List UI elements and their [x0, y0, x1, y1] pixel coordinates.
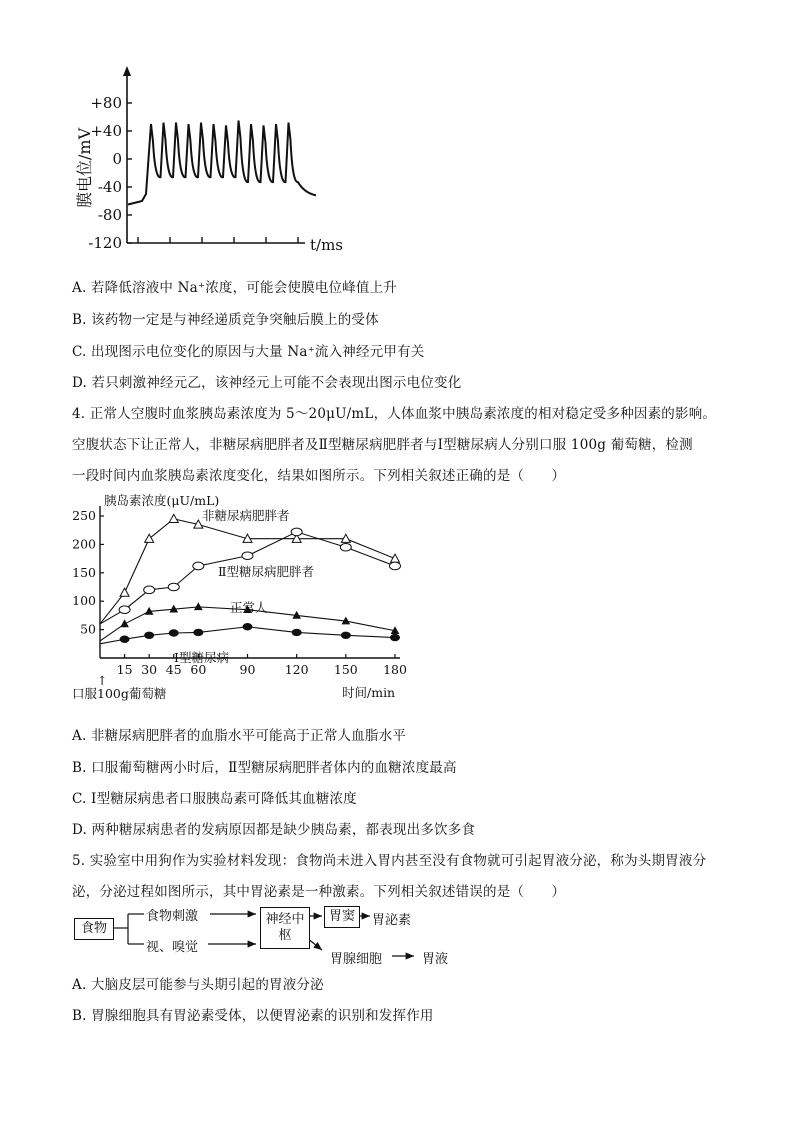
food-stimulus-label: 食物刺激 — [146, 909, 199, 924]
x-axis-label: t/ms — [310, 236, 344, 254]
x-tick-label: 150 — [333, 662, 358, 677]
q3-option-a: A. 若降低溶液中 Na⁺浓度，可能会使膜电位峰值上升 — [72, 280, 398, 296]
data-point-s3-8 — [391, 634, 400, 640]
gastric-antrum-box: 胃窦 — [324, 906, 360, 928]
data-point-s1-7 — [340, 543, 351, 551]
y-tick-label: -80 — [97, 206, 122, 224]
y-tick-label: 200 — [72, 536, 96, 552]
y-tick-label: +40 — [90, 122, 122, 140]
data-point-s1-5 — [242, 552, 253, 560]
q3-option-d: D. 若只刺激神经元乙，该神经元上可能不会表现出图示电位变化 — [72, 375, 462, 391]
data-point-s0-3 — [169, 514, 178, 522]
y-tick-label: 0 — [112, 150, 122, 168]
x-tick-label: 45 — [165, 662, 182, 677]
data-point-s0-2 — [145, 534, 154, 542]
q4-stem-line2: 空腹状态下让正常人，非糖尿病肥胖者及Ⅱ型糖尿病肥胖者与Ⅰ型糖尿病人分别口服 100g 葡萄糖，检测 — [72, 437, 693, 453]
q5-option-b: B. 胃腺细胞具有胃泌素受体，以便胃泌素的识别和发挥作用 — [72, 1008, 434, 1024]
gastric-gland-cell-label: 胃腺细胞 — [330, 952, 383, 967]
x-tick-label: 15 — [116, 662, 133, 677]
series-label-normal: 正常人 — [230, 600, 268, 615]
q5-option-a: A. 大脑皮层可能参与头期引起的胃液分泌 — [72, 977, 324, 993]
y-tick-label: -40 — [97, 178, 122, 196]
x-tick-label: 120 — [284, 662, 309, 677]
q4-option-a: A. 非糖尿病肥胖者的血脂水平可能高于正常人血脂水平 — [72, 728, 407, 744]
x-tick-label: 30 — [141, 662, 158, 677]
q4-option-d: D. 两种糖尿病患者的发病原因都是缺少胰岛素，都表现出多饮多食 — [72, 822, 476, 838]
y-tick-label: +80 — [90, 94, 122, 112]
glucose-intake-label: 口服100g葡萄糖 — [72, 686, 167, 701]
y-axis-label: 膜电位/mV — [75, 127, 94, 208]
data-point-s1-6 — [291, 528, 302, 536]
data-point-s1-1 — [119, 606, 130, 614]
y-axis-arrow — [123, 66, 131, 76]
series-label-obese-nondiabetic: 非糖尿病肥胖者 — [202, 508, 290, 523]
series-label-type2-obese: Ⅱ型糖尿病肥胖者 — [218, 564, 314, 579]
q4-option-b: B. 口服葡萄糖两小时后，Ⅱ型糖尿病肥胖者体内的血糖浓度最高 — [72, 760, 457, 776]
q3-option-c: C. 出现图示电位变化的原因与大量 Na⁺流入神经元甲有关 — [72, 344, 425, 360]
membrane-potential-chart — [60, 60, 360, 260]
data-point-s3-1 — [120, 636, 129, 642]
data-point-s3-6 — [292, 629, 301, 635]
data-point-s3-5 — [243, 624, 252, 630]
membrane-potential-trace — [128, 121, 316, 205]
x-tick-label: 60 — [190, 662, 207, 677]
q4-stem-line3: 一段时间内血浆胰岛素浓度变化，结果如图所示。下列相关叙述正确的是（ ） — [72, 468, 566, 484]
y-axis-label: 胰岛素浓度(μU/mL) — [104, 493, 220, 508]
data-point-s1-8 — [390, 562, 401, 570]
data-point-s1-4 — [193, 562, 204, 570]
gastric-juice-label: 胃液 — [422, 952, 449, 967]
data-point-s3-3 — [169, 630, 178, 636]
q3-option-b: B. 该药物一定是与神经递质竞争突触后膜上的受体 — [72, 312, 379, 328]
y-tick-label: 150 — [72, 564, 96, 580]
food-box: 食物 — [74, 918, 114, 940]
data-point-s3-7 — [341, 632, 350, 638]
x-tick-label: 90 — [239, 662, 256, 677]
x-tick-label: 180 — [383, 662, 407, 677]
series-label-type1: Ⅰ型糖尿病 — [174, 650, 229, 665]
q4-option-c: C. Ⅰ型糖尿病患者口服胰岛素可降低其血糖浓度 — [72, 791, 357, 807]
glucose-intake-arrow: ↑ — [97, 673, 108, 688]
y-tick-label: -120 — [88, 234, 122, 252]
sight-smell-label: 视、嗅觉 — [146, 940, 199, 955]
y-tick-label: 250 — [72, 508, 96, 523]
gastrin-label: 胃泌素 — [372, 913, 412, 928]
data-point-s2-1 — [121, 620, 128, 626]
q5-stem-line1: 5. 实验室中用狗作为实验材料发现：食物尚未进入胃内甚至没有食物就可引起胃液分泌，称为头期胃液分 — [72, 853, 707, 869]
y-tick-label: 50 — [80, 621, 96, 637]
x-axis-label: 时间/min — [342, 685, 396, 700]
data-point-s3-2 — [145, 632, 154, 638]
nerve-center-box: 神经中枢 — [260, 907, 310, 949]
data-point-s1-3 — [168, 583, 179, 591]
data-point-s0-1 — [120, 588, 129, 596]
q4-stem-line1: 4. 正常人空腹时血浆胰岛素浓度为 5～20μU/mL，人体血浆中胰岛素浓度的相对稳定受多种因素的影响。 — [72, 406, 717, 422]
data-point-s1-2 — [144, 586, 155, 594]
data-point-s3-4 — [194, 629, 203, 635]
insulin-chart — [70, 490, 410, 705]
data-point-s0-8 — [391, 554, 400, 562]
y-tick-label: 100 — [72, 593, 96, 609]
q5-stem-line2: 泌，分泌过程如图所示，其中胃泌素是一种激素。下列相关叙述错误的是（ ） — [72, 884, 566, 900]
